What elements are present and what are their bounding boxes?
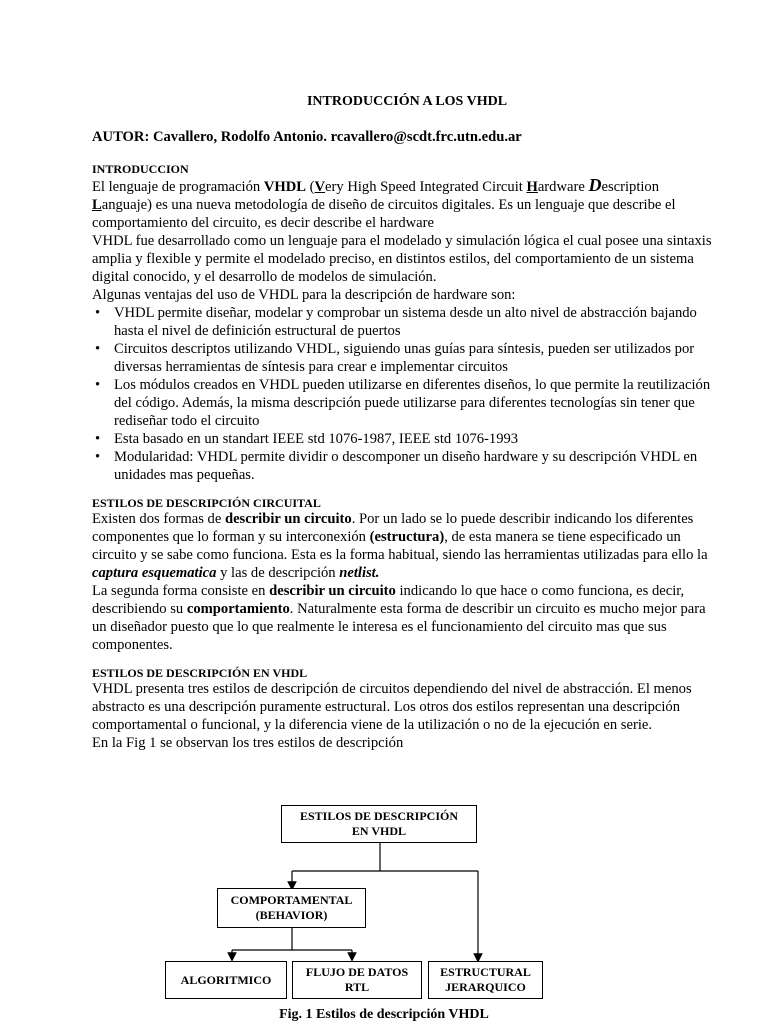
box-algoritmico: ALGORITMICO xyxy=(165,961,287,999)
box-estructural: ESTRUCTURAL JERARQUICO xyxy=(428,961,543,999)
section-heading-intro: INTRODUCCION xyxy=(92,162,189,176)
vhdl-styles-paragraph-1: VHDL presenta tres estilos de descripción de circuitos dependiendo del nivel de abstracción. El menos abstracto es una descripción puramente estructural. Los otros dos estilos representan una descripción comportamental o funcional, y la diferencia viene de la utilización o no de la ejecución en serie. xyxy=(92,681,692,733)
list-item: • Los módulos creados en VHDL pueden utilizarse en diferentes diseños, lo que permite la reutilización del código. Además, la misma descripción puede utilizarse para diferentes tecnologías sin tener que rediseñar todo el circuito xyxy=(95,377,711,429)
list-item: • VHDL permite diseñar, modelar y comprobar un sistema desde un alto nivel de abstracción bajando hasta el nivel de definición estructural de puertos xyxy=(95,305,697,339)
doc-title: INTRODUCCIÓN A LOS VHDL xyxy=(306,94,508,109)
vhdl-styles-paragraph-2: En la Fig 1 se observan los tres estilos de descripción xyxy=(92,735,404,751)
box-estilos-vhdl: ESTILOS DE DESCRIPCIÓN EN VHDL xyxy=(281,805,477,843)
intro-paragraph-3: Algunas ventajas del uso de VHDL para la descripción de hardware son: xyxy=(92,287,516,303)
document-body xyxy=(92,93,722,752)
section-heading-vhdl-styles: ESTILOS DE DESCRIPCIÓN EN VHDL xyxy=(92,666,308,680)
doc-author: AUTOR: Cavallero, Rodolfo Antonio. rcavallero@scdt.frc.utn.edu.ar xyxy=(92,129,522,145)
intro-paragraph-1: El lenguaje de programación VHDL (Very High Speed Integrated Circuit Hardware Description Languaje) es una nueva metodología de diseño de circuitos digitales. Es un lenguaje que describe el comportamiento del circuito, es decir describe el hardware xyxy=(92,175,676,231)
advantages-list xyxy=(92,304,722,484)
box-flujo-de-datos: FLUJO DE DATOS RTL xyxy=(292,961,422,999)
intro-paragraph-2: VHDL fue desarrollado como un lenguaje para el modelado y simulación lógica el cual posee una sintaxis amplia y flexible y permite el modelado preciso, en distintos estilos, del comportamiento de un sistema digital conocido, y el desarrollo de modelos de simulación. xyxy=(92,233,712,285)
circuit-styles-paragraph-1: Existen dos formas de describir un circuito. Por un lado se lo puede describir indicando los diferentes componentes que lo forman y su interconexión (estructura), de esta manera se tiene especificado un circuito y se sabe como funciona. Esta es la forma habitual, siendo las herramientas utilizadas para ello la captura esquematica y las de descripción netlist. xyxy=(92,511,708,581)
figure-caption: Fig. 1 Estilos de descripción VHDL xyxy=(279,1007,489,1022)
circuit-styles-paragraph-2: La segunda forma consiste en describir un circuito indicando lo que hace o como funciona, es decir, describiendo su comportamiento. Naturalmente esta forma de describir un circuito es mucho mejor para un diseñador puesto que lo que realmente le interesa es el funcionamiento del circuito mas que sus componentes. xyxy=(92,583,706,653)
box-comportamental: COMPORTAMENTAL (BEHAVIOR) xyxy=(217,888,366,928)
list-item: • Circuitos descriptos utilizando VHDL, siguiendo unas guías para síntesis, pueden ser utilizados por diversas herramientas de síntesis para crear e implementar circuitos xyxy=(95,341,695,375)
list-item: • Modularidad: VHDL permite dividir o descomponer un diseño hardware y su descripción VHDL en unidades mas pequeñas. xyxy=(95,449,698,483)
section-heading-circuit-styles: ESTILOS DE DESCRIPCIÓN CIRCUITAL xyxy=(92,496,321,510)
list-item: • Esta basado en un standart IEEE std 1076-1987, IEEE std 1076-1993 xyxy=(95,431,519,447)
